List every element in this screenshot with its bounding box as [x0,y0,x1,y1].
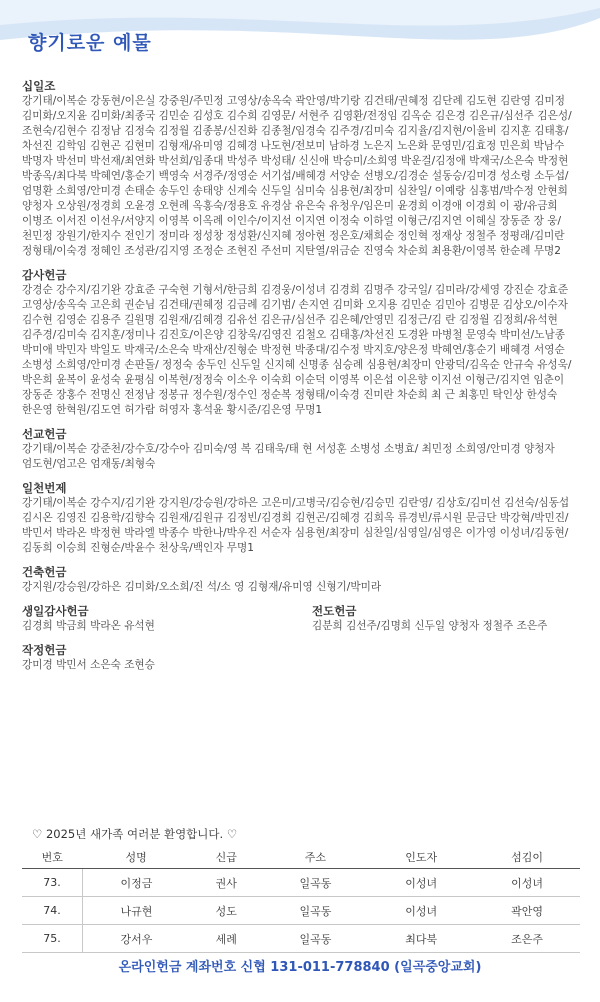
column-header: 주소 [263,846,369,869]
new-members-table [22,846,580,953]
section-title: 생일감사헌금 [22,604,89,618]
table-cell: 최다북 [368,925,474,953]
offering-section [22,480,582,556]
column-header: 성명 [83,846,190,869]
offering-section [312,603,582,634]
table-cell: 이성녀 [368,897,474,925]
table-cell: 성도 [190,897,263,925]
table-cell: 권사 [190,869,263,897]
table-row [22,897,580,925]
table-cell: 이정금 [83,869,190,897]
table-cell: 나규현 [83,897,190,925]
column-header: 섬김이 [474,846,580,869]
offering-section [22,267,582,418]
table-cell: 세례 [190,925,263,953]
table-cell: 이성녀 [474,869,580,897]
column-header: 인도자 [368,846,474,869]
table-cell: 이성녀 [368,869,474,897]
offering-section [22,78,582,259]
offering-section [22,564,582,595]
account-info: 온라인헌금 계좌번호 신협 131-011-778840 (일곡중앙교회) [118,960,482,975]
section-title: 선교헌금 [22,427,67,441]
section-names: 김경희 박금희 박라온 유석현 [22,620,155,632]
table-cell: 곽안영 [474,897,580,925]
column-header: 신급 [190,846,263,869]
two-column-sections [22,603,582,681]
table-row [22,925,580,953]
section-names: 강경순 강수지/김기완 강효준 구숙현 기형서/한금희 김경웅/이성녀 김경희 김명주 강국일/ 김미라/강세영 강진순 강효준 고영상/송옥숙 고은희 권순님 김건태/권혜정 김금례 김기범/ 손지연 김미화 오지용 김민순 김민아 김병문 김상오/이수자 김수현 김영순 김용주 길원명 김원재/김혜경 김유선 김은규/심선주 김은혜/안영민 김정근/김 란 김정월 김정희/유석현 김주경/김미숙 김지훈/정미나 김진호/이은양 김창욱/김영진 김철오 김태홍/차선진 도경완 마병철 문영숙 박미선/노남종 박미애 박민자 박일도 박재국/소은숙 박재산/진형순 박정현 박종대/김수정 박지호/양은정 박혜연/홍순기 배혜경 서영순 소병성 소희영/안미경 손판돌/ 정정숙 송두인 신두일 신지혜 신명종 심승례 심용현/최장미 안광덕/김옥순 안규숙 유성욱/ 박은희 윤복이 윤성숙 윤평심 이복현/정정숙 이소우 이숙희 이순덕 이영복 이은섭 이은향 이지선 이형근/김지연 임춘이 장동준 장홍수 전명신 전정남 정봉규 정수원/정수인 정순복 정형태/이숙경 진미란 차순희 최 근 최홍민 탁인상 한성숙 한은영 한혁원/김도연 허가람 허영자 홍석윤 황시준/김은영 무명1 [22,284,575,416]
section-title: 작정헌금 [22,643,67,657]
column-header: 번호 [22,846,83,869]
table-cell: 일곡동 [263,897,369,925]
table-cell: 강서우 [83,925,190,953]
section-names: 강지원/강승원/강하은 김미화/오소희/진 석/소 영 김형재/유미영 신형기/박미라 [22,581,382,593]
table-row [22,869,580,897]
table-cell: 74. [22,897,83,925]
offering-section [22,642,312,673]
table-cell: 조은주 [474,925,580,953]
table-cell: 73. [22,869,83,897]
section-title: 건축헌금 [22,565,67,579]
section-names: 강기태/이복순 강동현/이은실 강중원/주민정 고영상/송옥숙 곽안영/박기랑 김건태/권혜정 김단례 김도현 김란영 김미정 김미화/오지윤 김미화/최종국 김민순 김성호 김수희 김영문/ 서현주 김영환/전정임 김옥순 김은경 김은규/심선주 김은성/조현숙/김현수 김정남 김정숙 김정월 김종봉/신진화 김종철/임경숙 김주경/김미숙 김지율/김지현/이율비 김지훈 김태홍/ 차선진 김학임 김현곤 김현미 김형재/유미영 김혜경 나도현/전보미 남하경 노은지 노은화 문영민/김효정 민은희 박남수 박명자 박선미 박선재/최연화 박선희/임종대 박성주 박성태/ 신신애 박승미/소희영 박운걸/김정애 박재국/소은숙 박정현 박종옥/최다북 박혜연/홍순기 백영숙 서경주/정영순 서기섭/배혜경 서양순 선병오/김경순 설동승/김미경 성소령 소두섭/ 엄명환 소희영/안미경 손태순 송두인 송태양 신계숙 신두일 심미숙 심용현/최장미 심찬일/ 이예랑 심홍범/박수정 안현희 양청자 오상원/정경희 오윤경 오현례 옥홍숙/정용호 유경삼 유은숙 유청우/임은미 윤경희 이경애 이경희 이 광/유금희 이병조 이서진 이선우/서양지 이영복 이옥례 이인수/이지선 이지연 이정숙 이하얼 이형근/김지연 이혜실 장동준 장 웅/ 천민정 장원기/한지수 전인기 정미라 정성창 정성환/신지혜 정아현 정은호/채희순 정인혁 정재상 정철주 정평래/김미란 정형태/이숙경 정혜인 조성관/김지영 조정순 조현진 주선미 지탄열/위금순 진영숙 차순희 최용환/이영복 한순례 무명2 [22,95,572,257]
offering-section [22,603,312,634]
offering-list [22,78,582,681]
section-names: 강기태/이복순 강수지/김기완 강지원/강승원/강하은 고은미/고병국/김승현/김승민 김란영/ 김상호/김미선 김선숙/심동섭 김시온 김영진 김용학/김향숙 김원재/김원규 김정빈/김경희 김현곤/김혜경 김희옥 류경빈/류시원 문금단 박강혁/박민진/박민서 박라온 박정현 박라엘 박종수 박한나/박우진 서순자 심용현/최장미 심찬일/심영일/심영은 이가영 이성녀/김동현/ 김동희 이승희 진형순/박윤수 천상욱/백인자 무명1 [22,497,573,554]
section-title: 일천번제 [22,481,67,495]
section-names: 강기태/이복순 강준천/강수호/강수아 김미숙/영 복 김태욱/태 현 서성훈 소병성 소병효/ 최민정 소희영/안미경 양청자 엄도현/엄고은 엄재동/최형숙 [22,443,559,470]
header-banner [0,0,600,70]
section-title: 감사헌금 [22,268,67,282]
section-names: 김분희 김선주/김명희 신두일 양청자 정철주 조은주 [312,620,548,632]
offering-section [22,426,582,472]
section-title: 전도헌금 [312,604,357,618]
welcome-message: ♡ 2025년 새가족 여러분 환영합니다. ♡ [32,827,238,841]
section-names: 강미경 박민서 소은숙 조현승 [22,659,155,671]
page-title: 향기로운 예물 [28,32,152,54]
table-cell: 75. [22,925,83,953]
table-cell: 일곡동 [263,869,369,897]
section-title: 십일조 [22,79,56,93]
table-cell: 일곡동 [263,925,369,953]
